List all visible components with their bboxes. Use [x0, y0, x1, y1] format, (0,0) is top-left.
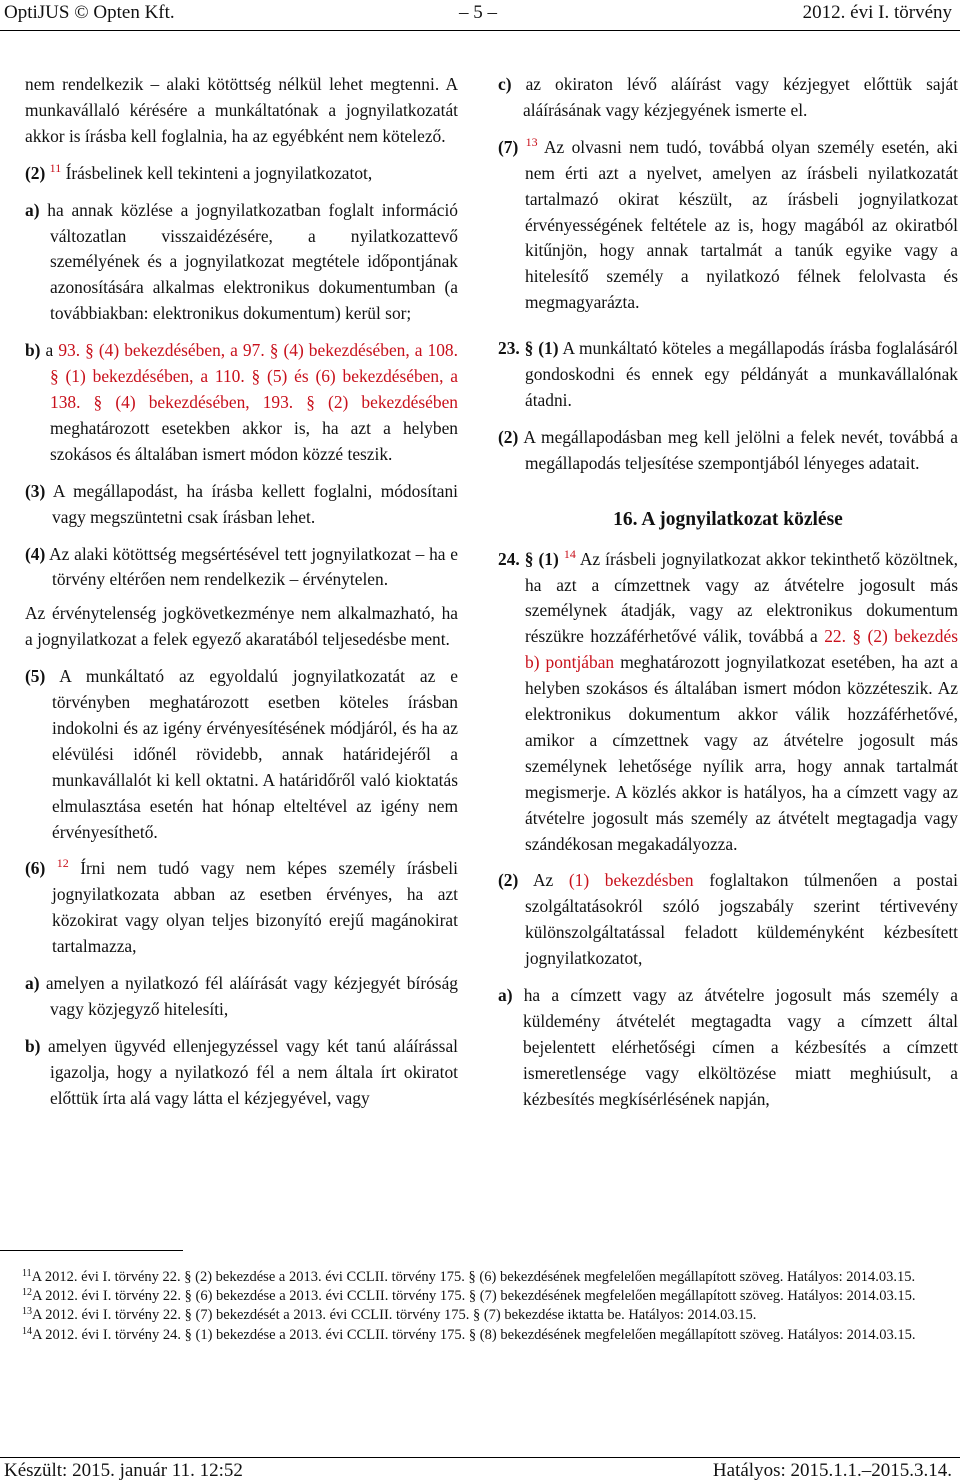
paragraph-number: (2) [498, 426, 519, 447]
footnote-item [4, 1287, 954, 1306]
paragraph-text-post: foglaltakon túlmenően a postai szolgáltatásokról szóló jogszabály szerint tértivevény különszolgáltatással feladott küldeményként kézbesített jognyilatkozatot, [525, 870, 958, 969]
paragraph-number: (2) [498, 870, 519, 891]
section-23-paragraph-1 [498, 336, 958, 414]
section-24-paragraph-1 [498, 547, 958, 858]
effective-range: Hatályos: 2015.1.1.–2015.3.14. [712, 1460, 952, 1481]
paragraph-text: Az alaki kötöttség megsértésével tett jognyilatkozat – ha e törvény eltérően nem rendelkezik – érvénytelen. [49, 543, 458, 590]
cross-reference-link[interactable]: (1) bekezdésben [568, 870, 694, 891]
point-6c [498, 72, 958, 124]
point-text: az okiraton lévő aláírást vagy kézjegyet előttük saját aláírásának vagy kézjegyének ismerte el. [523, 74, 958, 120]
footnote-rule [0, 1250, 183, 1251]
cross-reference-link[interactable]: 22. § (2) bekezdés b) pontjában [525, 626, 958, 673]
paragraph-number: (6) [25, 858, 46, 879]
paragraph-number: (5) [25, 666, 46, 687]
point-text: ha a címzett vagy az átvételre jogosult más személy a küldemény átvételét megtagadta vagy a címzett által bejelentett elérhetőségi címen a kézbesítés a címzett ismeretlensége vagy elköltözése miatt meghiúsult, a kézbesítés megkísérlésének napján, [523, 985, 958, 1109]
section-number: 23. § [498, 338, 534, 359]
footnote-item [4, 1268, 954, 1287]
left-column [25, 72, 458, 1123]
paragraph-number: (1) [538, 338, 559, 359]
point-text-post: meghatározott esetekben akkor is, ha azt a helyben szokásos és általában ismert módon közzé teszik. [50, 417, 458, 464]
page-number: – 5 – [459, 2, 497, 23]
point-label: a) [25, 199, 40, 220]
right-column [498, 72, 958, 1124]
page-footer [4, 1458, 952, 1482]
paragraph-6 [25, 856, 458, 960]
paragraph-text-post: meghatározott jognyilatkozat esetében, ha azt a helyben szokásos és általában ismert módon közzéteszik. Az elektronikus dokumentum akkor válik hozzáférhetővé, amikor a címzettnek vagy az átvételre jogosult más személynek lehetősége nyílik arra, hogy annak tartalmát megismerje. A közlés akkor is hatályos, ha a címzett vagy az átvételre jogosult más személy az átvételt megtagadja vagy szándékosan megakadályozza. [525, 652, 959, 854]
paragraph-text-pre: Az írásbeli jognyilatkozat akkor tekinthető közöltnek, ha azt a címzettnek vagy az átvételre jogosult más személynek átadják, vagy az elektronikus dokumentum részükre hozzáférhetővé válik, továbbá a [525, 548, 958, 647]
point-2b [25, 338, 458, 468]
point-label: b) [25, 1035, 41, 1056]
point-text: ha annak közlése a jognyilatkozatban foglalt információ változatlan visszaidézésére, a nyilatkozattevő személyének és a jognyilatkozat megtétele időpontjának azonosítására alkalmas elektronikus dokumentumban (a továbbiakban: elektronikus dokumentum) kerül sor; [47, 199, 458, 324]
point-label: a) [25, 973, 40, 994]
footnote-item [4, 1326, 954, 1345]
point-6b [25, 1034, 458, 1112]
section-number: 24. § [498, 548, 534, 569]
footnote-text: A 2012. évi I. törvény 22. § (7) bekezdését a 2013. évi CCLII. törvény 175. § (7) bekezdése iktatta be. Hatályos: 2014.03.15. [32, 1307, 757, 1324]
header-rule [0, 30, 960, 31]
footnote-text: A 2012. évi I. törvény 22. § (6) bekezdése a 2013. évi CCLII. törvény 175. § (7) bekezdésének megfelelően megállapított szöveg. Hatályos: 2014.03.15. [32, 1288, 916, 1305]
law-title: 2012. évi I. törvény [802, 2, 952, 23]
section-24-paragraph-2 [498, 868, 958, 972]
point-6a [25, 971, 458, 1023]
cross-reference-link[interactable]: 93. § (4) bekezdésében, a 97. § (4) bekezdésében, a 108. § (1) bekezdésében, a 110. § (5) és (6) bekezdésében, a 138. § (4) bekezdésében, 193. § (2) bekezdésében [50, 340, 458, 412]
paragraph-text: Az olvasni nem tudó, továbbá olyan személy esetén, aki nem érti azt a nyelvet, amelyen az írásbeli nyilatkozatát tartalmazó okirat készült, az írásbeli jognyilatkozat érvényességének feltétele az is, hogy magából az okiratból kitűnjön, hogy annak tartalmát a tanúk egyike vagy a hitelesítő személy a nyilatkozó félnek felolvasta és megmagyarázta. [525, 136, 958, 313]
point-2a [25, 198, 458, 328]
footnote-number: 11 [22, 1268, 32, 1279]
section-heading: 16. A jognyilatkozat közlése [613, 508, 843, 530]
section-23-paragraph-2 [498, 425, 958, 477]
point-label: b) [25, 340, 41, 361]
point-label: a) [498, 985, 513, 1006]
paragraph-number: (7) [498, 136, 519, 157]
paragraph-3 [25, 479, 458, 531]
footnote-ref-11[interactable]: 11 [49, 160, 62, 175]
paragraph-4 [25, 542, 458, 594]
footnotes [4, 1268, 954, 1345]
paragraph-text: A munkáltató köteles a megállapodás írásba foglalásáról gondoskodni és ennek egy példányát a munkavállalónak átadni. [525, 338, 958, 410]
paragraph-text: A megállapodást, ha írásba kellett foglalni, módosítani vagy megszüntetni csak írásban lehet. [52, 480, 458, 527]
paragraph-7 [498, 135, 958, 316]
paragraph-number: (1) [538, 548, 559, 569]
paragraph-2 [25, 161, 458, 187]
paragraph-number: (4) [25, 543, 46, 564]
footnote-ref-13[interactable]: 13 [525, 134, 538, 149]
paragraph-4-continuation: Az érvénytelenség jogkövetkezménye nem alkalmazható, ha a jognyilatkozat a felek egyező akaratából teljesedésbe ment. [25, 603, 458, 650]
point-label: c) [498, 74, 512, 94]
footnote-text: A 2012. évi I. törvény 24. § (1) bekezdése a 2013. évi CCLII. törvény 175. § (8) bekezdésének megfelelően megállapított szöveg. Hatályos: 2014.03.15. [32, 1326, 916, 1343]
footnote-number: 14 [22, 1325, 32, 1337]
footnote-item [4, 1306, 954, 1325]
point-text: amelyen ügyvéd ellenjegyzéssel vagy két tanú aláírással igazolja, hogy a nyilatkozó fél a nem általa írt okiratot előttük írta alá vagy látta el kézjegyével, vagy [47, 1035, 458, 1108]
paragraph-number: (3) [25, 480, 46, 501]
paragraph-5 [25, 664, 458, 845]
point-text: amelyen a nyilatkozó fél aláírását vagy kézjegyét bíróság vagy közjegyző hitelesíti, [45, 973, 458, 1019]
paragraph-text-pre: Az [532, 870, 554, 891]
point-24-2a [498, 983, 958, 1113]
paragraph-text: Írni nem tudó vagy nem képes személy írásbeli jognyilatkozata abban az esetben érvényes, ha azt közokirat vagy olyan teljes bizonyító erejű magánokirat tartalmazza, [52, 858, 458, 957]
footnote-text: A 2012. évi I. törvény 22. § (2) bekezdése a 2013. évi CCLII. törvény 175. § (6) bekezdésének megfelelően megállapított szöveg. Hatályos: 2014.03.15. [31, 1269, 916, 1285]
point-text-pre: a [45, 340, 54, 361]
paragraph-text: A megállapodásban meg kell jelölni a felek nevét, továbbá a megállapodás teljesítése szempontjából lényeges adatait. [523, 426, 958, 473]
publisher-label: OptiJUS © Opten Kft. [4, 2, 175, 23]
footnote-ref-14[interactable]: 14 [563, 546, 576, 561]
created-timestamp: Készült: 2015. január 11. 12:52 [4, 1460, 243, 1481]
footnote-number: 12 [22, 1287, 32, 1299]
paragraph-text: A munkáltató az egyoldalú jognyilatkozatát az e törvényben meghatározott esetben köteles írásban indokolni és az igény érvényesítésének módjáról, és ha az elévülési időnél rövidebb, annak határidejéről a munkavállalót ki kell oktatni. A határidőről való kioktatás elmulasztása esetén hat hónap elteltével az igény nem érvényesíthető. [52, 666, 459, 842]
footnote-number: 13 [22, 1306, 32, 1318]
page-header [4, 2, 952, 28]
intro-paragraph: nem rendelkezik – alaki kötöttség nélkül lehet megtenni. A munkavállaló kérésére a munkáltatónak a jognyilatkozatát akkor is írásba kell foglalnia, ha az egyébként nem kötelező. [25, 74, 458, 146]
paragraph-text: Írásbelinek kell tekinteni a jognyilatkozatot, [65, 162, 373, 183]
paragraph-number: (2) [25, 162, 46, 183]
footnote-ref-12[interactable]: 12 [56, 856, 69, 871]
